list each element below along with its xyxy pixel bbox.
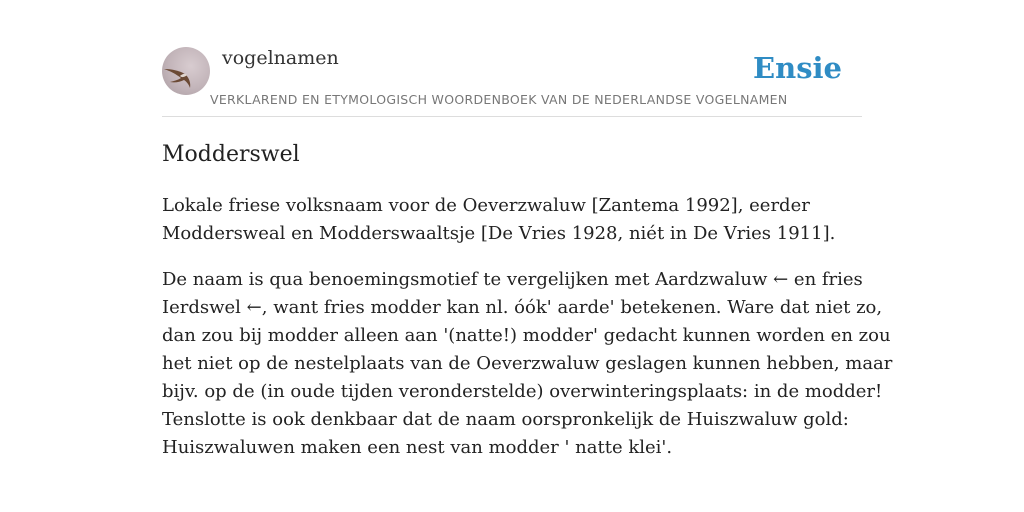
text-line: De naam is qua benoemingsmotief te vergelijken met Aardzwaluw ← en fries [162, 269, 863, 290]
page-title: Modderswel [162, 142, 300, 167]
paragraph-2 [162, 266, 893, 462]
paragraph-1 [162, 192, 862, 248]
site-tagline: VERKLAREND EN ETYMOLOGISCH WOORDENBOEK VAN DE NEDERLANDSE VOGELNAMEN [210, 92, 788, 107]
site-header [162, 46, 862, 117]
text-line: dan zou bij modder alleen aan '(natte!) modder' gedacht kunnen worden en zou [162, 325, 891, 346]
text-line: bijv. op de (in oude tijden veronderstelde) overwinteringsplaats: in de modder! [162, 381, 883, 402]
text-line: Lokale friese volksnaam voor de Oeverzwaluw [Zantema 1992], eerder [162, 195, 810, 216]
ensie-logo[interactable]: Ensie [753, 51, 842, 85]
text-line: het niet op de nestelplaats van de Oeverzwaluw geslagen kunnen hebben, maar [162, 353, 893, 374]
site-name[interactable]: vogelnamen [222, 47, 339, 69]
entry-content [162, 192, 893, 480]
swallow-icon [162, 47, 210, 95]
text-line: Tenslotte is ook denkbaar dat de naam oorspronkelijk de Huiszwaluw gold: [162, 409, 849, 430]
text-line: Huiszwaluwen maken een nest van modder ' natte klei'. [162, 437, 673, 458]
text-line: Moddersweal en Modderswaaltsje [De Vries 1928, niét in De Vries 1911]. [162, 223, 836, 244]
avatar[interactable] [162, 47, 210, 95]
text-line: Ierdswel ←, want fries modder kan nl. óók' aarde' betekenen. Ware dat niet zo, [162, 297, 883, 318]
